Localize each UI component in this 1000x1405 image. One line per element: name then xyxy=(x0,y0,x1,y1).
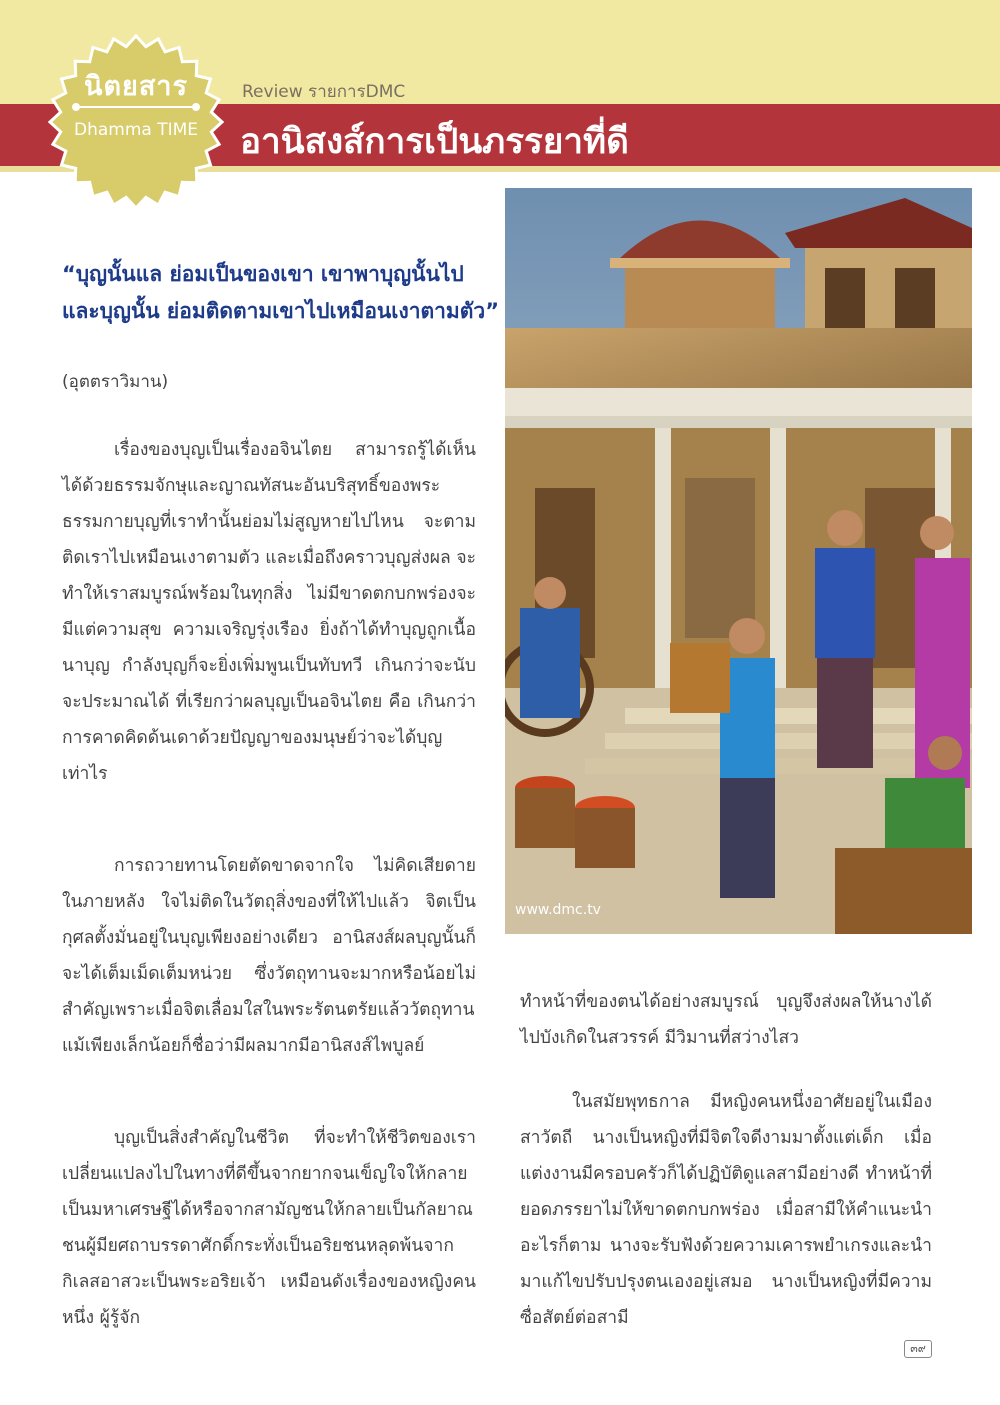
page-number: ๓๙ xyxy=(904,1340,932,1358)
magazine-badge xyxy=(48,34,224,210)
article-title: อานิสงส์การเป็นภรรยาที่ดี xyxy=(240,122,629,162)
section-label: Review รายการDMC xyxy=(242,82,406,102)
paragraph-5: ในสมัยพุทธกาล มีหญิงคนหนึ่งอาศัยอยู่ในเมืองสาวัตถี นางเป็นหญิงที่มีจิตใจดีงามมาตั้งแต่เด็ก เมื่อแต่งงานมีครอบครัวก็ได้ปฏิบัติดูแลสามีอย่างดี ทำหน้าที่ยอดภรรยาไม่ให้ขาดตกบกพร่อง เมื่อสามีให้คำแนะนำอะไรก็ตาม นางจะรับฟังด้วยความเคารพยำเกรงและนำมาแก้ไขปรับปรุงตนเองอยู่เสมอ นางเป็นหญิงที่มีความซื่อสัตย์ต่อสามี xyxy=(520,1092,932,1328)
pull-quote: “บุญนั้นแล ย่อมเป็นของเขา เขาพาบุญนั้นไป และบุญนั้น ย่อมติดตามเขาไปเหมือนเงาตามตัว” xyxy=(62,262,500,323)
badge-title: นิตยสาร xyxy=(84,71,188,102)
paragraph-1: เรื่องของบุญเป็นเรื่องอจินไตย สามารถรู้ได้เห็นได้ด้วยธรรมจักษุและญาณทัสนะอันบริสุทธิ์ของพระธรรมกายบุญที่เราทำนั้นย่อมไม่สูญหายไปไหน จะตามติดเราไปเหมือนเงาตามตัว และเมื่อถึงคราวบุญส่งผล จะทำให้เราสมบูรณ์พร้อมในทุกสิ่ง ไม่มีขาดตกบกพร่องจะมีแต่ความสุข ความเจริญรุ่งเรือง ยิ่งถ้าได้ทำบุญถูกเนื้อนาบุญ กำลังบุญก็จะยิ่งเพิ่มพูนเป็นทับทวี เกินกว่าจะนับจะประมาณได้ ที่เรียกว่าผลบุญเป็นอจินไตย คือ เกินกว่าการคาดคิดด้นเดาด้วยปัญญาของมนุษย์ว่าจะได้บุญเท่าไร xyxy=(62,440,476,784)
paragraph-3: บุญเป็นสิ่งสำคัญในชีวิต ที่จะทำให้ชีวิตของเราเปลี่ยนแปลงไปในทางที่ดีขึ้นจากยากจนเข็ญใจให้กลายเป็นมหาเศรษฐีได้หรือจากสามัญชนให้กลายเป็นกัลยาณชนผู้มียศถาบรรดาศักดิ์กระทั่งเป็นอริยชนหลุดพ้นจากกิเลสอาสวะเป็นพระอริยเจ้า เหมือนดังเรื่องของหญิงคนหนึ่ง ผู้รู้จัก xyxy=(62,1128,476,1328)
badge-divider xyxy=(76,106,196,108)
badge-subtitle: Dhamma TIME xyxy=(73,120,199,140)
watermark: www.dmc.tv xyxy=(515,902,601,918)
illustration xyxy=(505,188,972,934)
quote-source: (อุตตราวิมาน) xyxy=(62,372,169,392)
paragraph-4: ทำหน้าที่ของตนได้อย่างสมบูรณ์ บุญจึงส่งผลให้นางได้ไปบังเกิดในสวรรค์ มีวิมานที่สว่างไสว xyxy=(520,992,932,1048)
market-scene-image xyxy=(505,188,972,934)
paragraph-2: การถวายทานโดยตัดขาดจากใจ ไม่คิดเสียดายในภายหลัง ใจไม่ติดในวัตถุสิ่งของที่ให้ไปแล้ว จิตเป็นกุศลตั้งมั่นอยู่ในบุญเพียงอย่างเดียว อานิสงส์ผลบุญนั้นก็จะได้เต็มเม็ดเต็มหน่วย ซึ่งวัตถุทานจะมากหรือน้อยไม่สำคัญเพราะเมื่อจิตเลื่อมใสในพระรัตนตรัยแล้ววัตถุทานแม้เพียงเล็กน้อยก็ชื่อว่ามีผลมากมีอานิสงส์ไพบูลย์ xyxy=(62,856,476,1056)
